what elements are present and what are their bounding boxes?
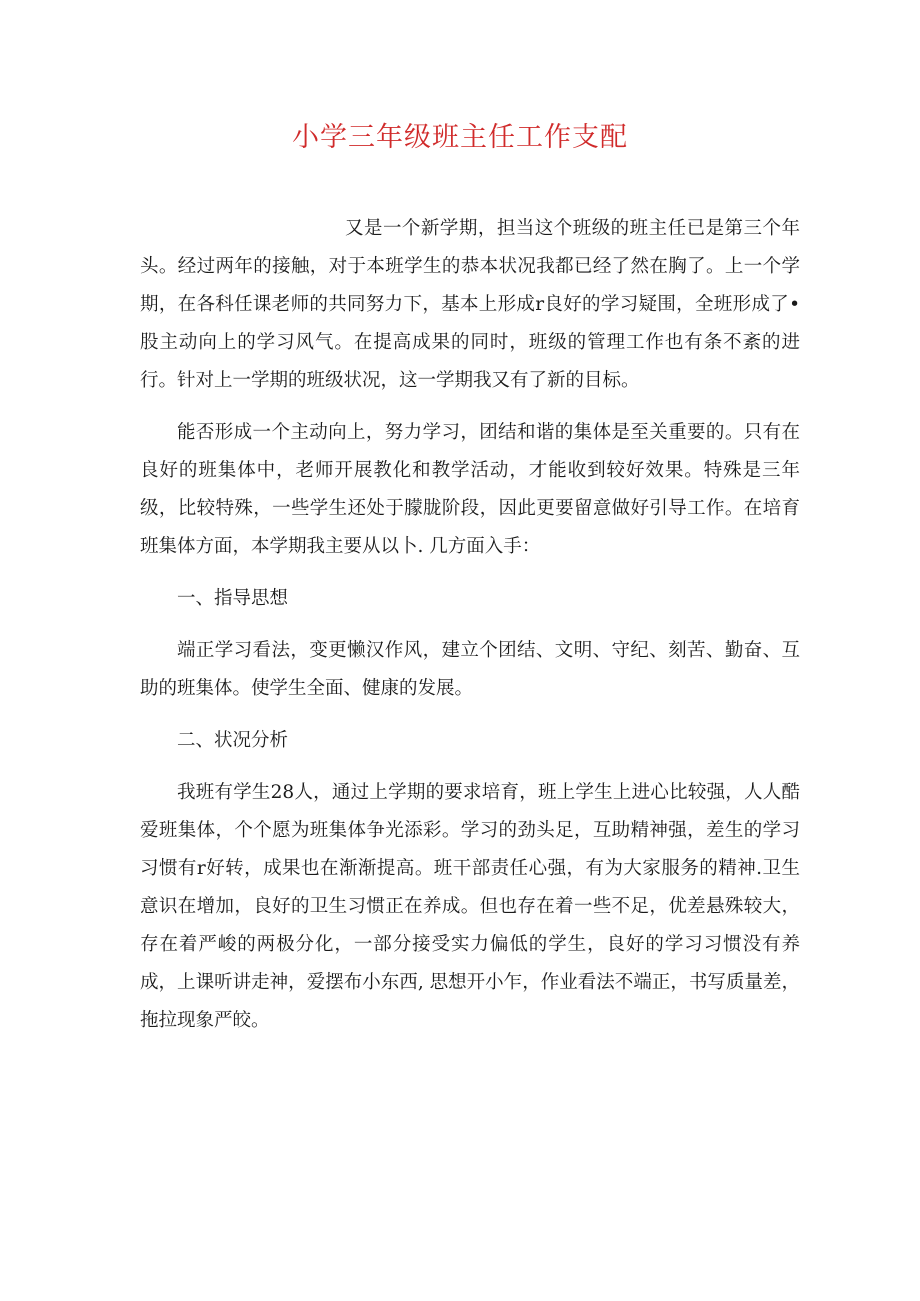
goal-paragraph: 能否形成一个主动向上，努力学习，团结和谐的集体是至关重要的。只有在良好的班集体中，老师开展教化和教学活动，才能收到较好效果。特殊是三年级，比较特殊，一些学生还处于朦胧阶段，因此更要留意做好引导工作。在培育班集体方面，本学期我主要从以卜. 几方面入手： xyxy=(140,422,800,557)
intro-paragraph: 又是一个新学期，担当这个班级的班主任已是第三个年头。经过两年的接触，对于本班学生的恭本状况我都已经了然在胸了。上一个学期，在各科任课老师的共同努力下，基本上形成r良好的学习疑围，全班形成了•股主动向上的学习风气。在提高成果的同时，班级的管理工作也有条不紊的进行。针对上一学期的班级状况，这一学期我又有了新的目标。 xyxy=(140,218,800,391)
section-heading-guiding-thought: 一、指导思想 xyxy=(177,588,289,609)
document-title: 小学三年级班主任工作支配 xyxy=(292,122,628,153)
document-body xyxy=(140,210,800,1054)
situation-analysis-paragraph: 我班有学生28人，通过上学期的要求培育，班上学生上进心比较强，人人酷爱班集体，个个愿为班集体争光添彩。学习的劲头足，互助精神强，差生的学习习惯有r好转，成果也在渐渐提高。班干部责任心强，有为大家服务的精神.卫生意识在增加，良好的卫生习惯正在养成。但也存在着一些不足，优差悬殊较大，存在着严峻的两极分化，一部分接受实力偏低的学生，良好的学习习惯没有养成，上课听讲走神，爱摆布小东西, 思想开小乍，作业看法不端正，书写质量差，拖拉现象严皎。 xyxy=(140,782,800,1031)
guiding-thought-paragraph: 端正学习看法，变更懒汉作风，建立个团结、文明、守纪、刻苦、勤奋、互助的班集体。使学生全面、健康的发展。 xyxy=(140,640,800,699)
section-heading-situation-analysis: 二、状况分析 xyxy=(177,730,289,751)
